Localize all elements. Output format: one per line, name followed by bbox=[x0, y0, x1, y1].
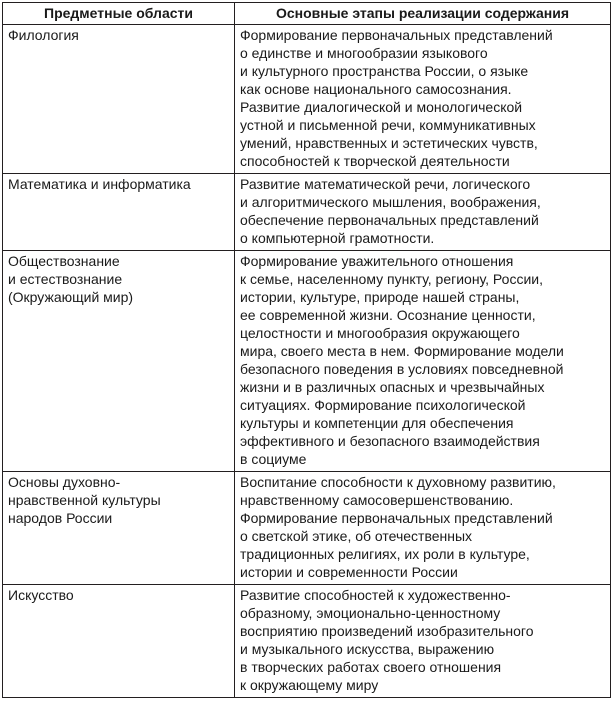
content-stage-text: умений, нравственных и эстетических чувств, bbox=[240, 135, 538, 151]
content-stage-text: истории и современности России bbox=[240, 564, 458, 580]
content-stage-cell bbox=[235, 25, 611, 174]
subject-area-cell bbox=[3, 585, 235, 698]
subject-area-text: Искусство bbox=[8, 587, 74, 603]
content-stage-text: в творческих работах своего отношения bbox=[240, 659, 502, 675]
subject-area-cell bbox=[3, 25, 235, 174]
subject-area-text: Филология bbox=[8, 27, 79, 43]
subject-area-text: (Окружающий мир) bbox=[8, 289, 134, 305]
subject-area-cell bbox=[3, 472, 235, 585]
content-stage-text: истории, культуре, природе нашей страны, bbox=[240, 289, 520, 305]
content-stage-text: Развитие диалогической и монологической bbox=[240, 99, 523, 115]
table-row bbox=[3, 25, 611, 174]
table-row bbox=[3, 251, 611, 472]
content-stage-text: эффективного и безопасного взаимодействия bbox=[240, 433, 540, 449]
content-stage-text: способностей к творческой деятельности bbox=[240, 153, 510, 169]
content-stage-text: к окружающему миру bbox=[240, 677, 379, 693]
content-stage-text: традиционных религиях, их роли в культуре, bbox=[240, 546, 530, 562]
content-stage-text: Формирование первоначальных представлений bbox=[240, 510, 553, 526]
content-stage-cell bbox=[235, 174, 611, 251]
content-stage-text: безопасного поведения в условиях повседневной bbox=[240, 361, 564, 377]
content-stage-text: о компьютерной грамотности. bbox=[240, 230, 435, 246]
content-stage-text: культуры и компетенции для обеспечения bbox=[240, 415, 514, 431]
content-stage-text: и алгоритмического мышления, воображения, bbox=[240, 194, 541, 210]
subject-area-cell bbox=[3, 174, 235, 251]
content-stage-text: устной и письменной речи, коммуникативных bbox=[240, 117, 536, 133]
content-stage-cell bbox=[235, 251, 611, 472]
subject-area-text: народов России bbox=[8, 510, 113, 526]
content-stage-text: жизни и в различных опасных и чрезвычайных bbox=[240, 379, 545, 395]
header-subject-areas: Предметные области bbox=[3, 3, 235, 25]
content-stage-cell bbox=[235, 585, 611, 698]
subject-area-text: нравственной культуры bbox=[8, 492, 161, 508]
table-row bbox=[3, 174, 611, 251]
table-header-row bbox=[3, 3, 611, 25]
subject-area-text: Основы духовно- bbox=[8, 474, 121, 490]
header-implementation-stages: Основные этапы реализации содержания bbox=[235, 3, 611, 25]
content-stage-text: обеспечение первоначальных представлений bbox=[240, 212, 539, 228]
subject-area-text: Обществознание bbox=[8, 253, 120, 269]
content-stage-text: о единстве и многообразии языкового bbox=[240, 45, 488, 61]
table-body bbox=[3, 25, 611, 698]
content-stage-text: целостности и многообразия окружающего bbox=[240, 325, 520, 341]
content-stage-text: Развитие математической речи, логического bbox=[240, 176, 531, 192]
content-stage-text: образному, эмоционально-ценностному bbox=[240, 605, 501, 621]
content-stage-text: ситуациях. Формирование психологической bbox=[240, 397, 526, 413]
subject-area-text: и естествознание bbox=[8, 271, 123, 287]
content-stage-text: и культурного пространства России, о языке bbox=[240, 63, 529, 79]
content-stage-text: о светской этике, об отечественных bbox=[240, 528, 473, 544]
content-stage-text: Развитие способностей к художественно- bbox=[240, 587, 511, 603]
content-stage-text: ее современной жизни. Осознание ценности, bbox=[240, 307, 536, 323]
subject-area-cell bbox=[3, 251, 235, 472]
subject-area-text: Математика и информатика bbox=[8, 176, 191, 192]
content-stage-text: как основе национального самосознания. bbox=[240, 81, 512, 97]
content-stage-text: к семье, населенному пункту, региону, России, bbox=[240, 271, 543, 287]
content-stage-text: Формирование уважительного отношения bbox=[240, 253, 514, 269]
content-stage-text: мира, своего места в нем. Формирование модели bbox=[240, 343, 564, 359]
content-stage-text: и музыкального искусства, выражению bbox=[240, 641, 495, 657]
table-row bbox=[3, 472, 611, 585]
table-row bbox=[3, 585, 611, 698]
content-stage-text: восприятию произведений изобразительного bbox=[240, 623, 534, 639]
content-stage-text: нравственному самосовершенствованию. bbox=[240, 492, 514, 508]
subject-areas-table bbox=[2, 2, 611, 698]
content-stage-text: Воспитание способности к духовному развитию, bbox=[240, 474, 556, 490]
content-stage-text: Формирование первоначальных представлений bbox=[240, 27, 553, 43]
content-stage-text: в социуме bbox=[240, 451, 307, 467]
content-stage-cell bbox=[235, 472, 611, 585]
